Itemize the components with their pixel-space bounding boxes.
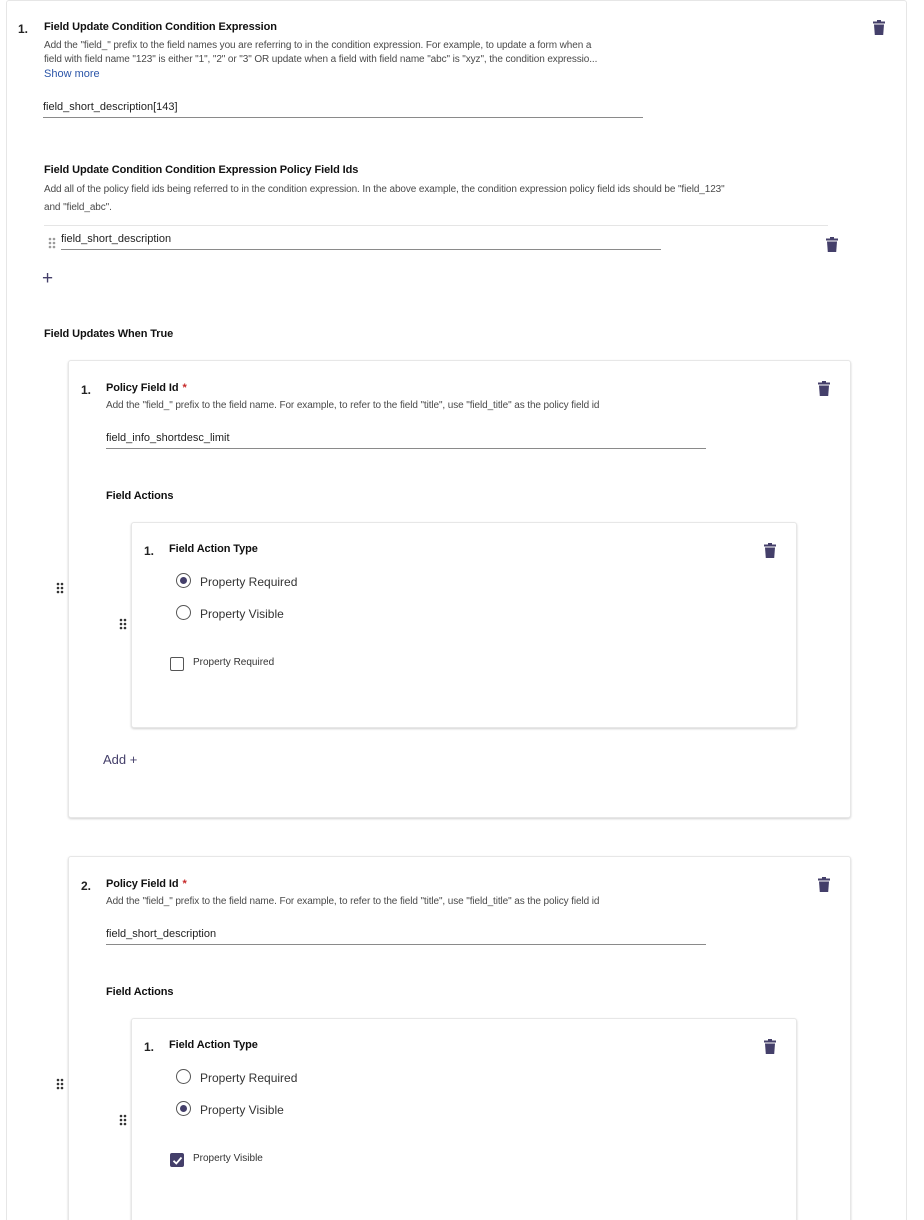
policy-field-id-input[interactable]: field_short_description [61,232,661,250]
checkbox-label: Property Required [193,657,275,668]
field-updates-title: Field Updates When True [44,328,174,340]
description-line: Add all of the policy field ids being referred to in the condition expression. In the above example, the condition expression policy field ids should be "field_123" [44,184,725,195]
property-visible-checkbox[interactable] [170,1153,184,1167]
drag-handle-icon[interactable] [56,582,64,594]
policy-field-id-input[interactable]: field_info_shortdesc_limit [106,431,706,449]
policy-field-ids-description [44,181,824,217]
trash-icon[interactable] [764,543,776,558]
policy-field-id-label [106,382,187,394]
description-line: field with field name "123" is either "1", "2" or "3" OR update when a field with field name "abc" is "xyz", the condition expressio... [44,54,598,65]
field-actions-title: Field Actions [106,986,174,998]
condition-expression-description [44,39,654,67]
show-more-link[interactable]: Show more [44,68,100,80]
trash-icon[interactable] [873,20,885,35]
drag-handle-icon[interactable] [48,237,56,249]
add-field-action-button[interactable]: Add + [103,752,138,767]
action-index: 1. [144,544,155,558]
drag-handle-icon[interactable] [119,1114,127,1126]
radio-property-visible[interactable] [176,1101,191,1116]
drag-handle-icon[interactable] [119,618,127,630]
trash-icon[interactable] [818,877,830,892]
condition-expression-title: Field Update Condition Condition Expression [44,21,277,33]
action-index: 1. [144,1040,155,1054]
property-required-checkbox[interactable] [170,657,184,671]
description-line: and "field_abc". [44,202,112,213]
required-mark: * [182,878,187,890]
condition-expression-input[interactable]: field_short_description[143] [43,100,643,118]
drag-handle-icon[interactable] [56,1078,64,1090]
field-action-type-label: Field Action Type [169,543,258,555]
condition-index: 1. [18,22,29,36]
radio-label: Property Required [200,1071,298,1085]
radio-label: Property Required [200,575,298,589]
radio-property-visible[interactable] [176,605,191,620]
checkbox-label: Property Visible [193,1153,263,1164]
policy-field-id-description: Add the "field_" prefix to the field name. For example, to refer to the field "title", use "field_title" as the policy field id [106,400,600,411]
list-divider [44,225,828,226]
update-index: 2. [81,879,92,893]
label-text: Policy Field Id [106,878,179,890]
required-mark: * [182,382,187,394]
update-index: 1. [81,383,92,397]
radio-label: Property Visible [200,1103,284,1117]
trash-icon[interactable] [826,237,838,252]
description-line: Add the "field_" prefix to the field names you are referring to in the condition expression. For example, to update a form when a [44,40,592,51]
trash-icon[interactable] [764,1039,776,1054]
radio-property-required[interactable] [176,1069,191,1084]
radio-property-required[interactable] [176,573,191,588]
field-action-type-label: Field Action Type [169,1039,258,1051]
policy-field-id-input[interactable]: field_short_description [106,927,706,945]
field-actions-title: Field Actions [106,490,174,502]
radio-label: Property Visible [200,607,284,621]
trash-icon[interactable] [818,381,830,396]
add-policy-field-id-button[interactable]: + [42,268,54,289]
policy-field-id-label [106,878,187,890]
checkmark-icon [172,1155,183,1166]
policy-field-ids-title: Field Update Condition Condition Expression Policy Field Ids [44,164,359,176]
label-text: Policy Field Id [106,382,179,394]
policy-field-id-description: Add the "field_" prefix to the field name. For example, to refer to the field "title", use "field_title" as the policy field id [106,896,600,907]
